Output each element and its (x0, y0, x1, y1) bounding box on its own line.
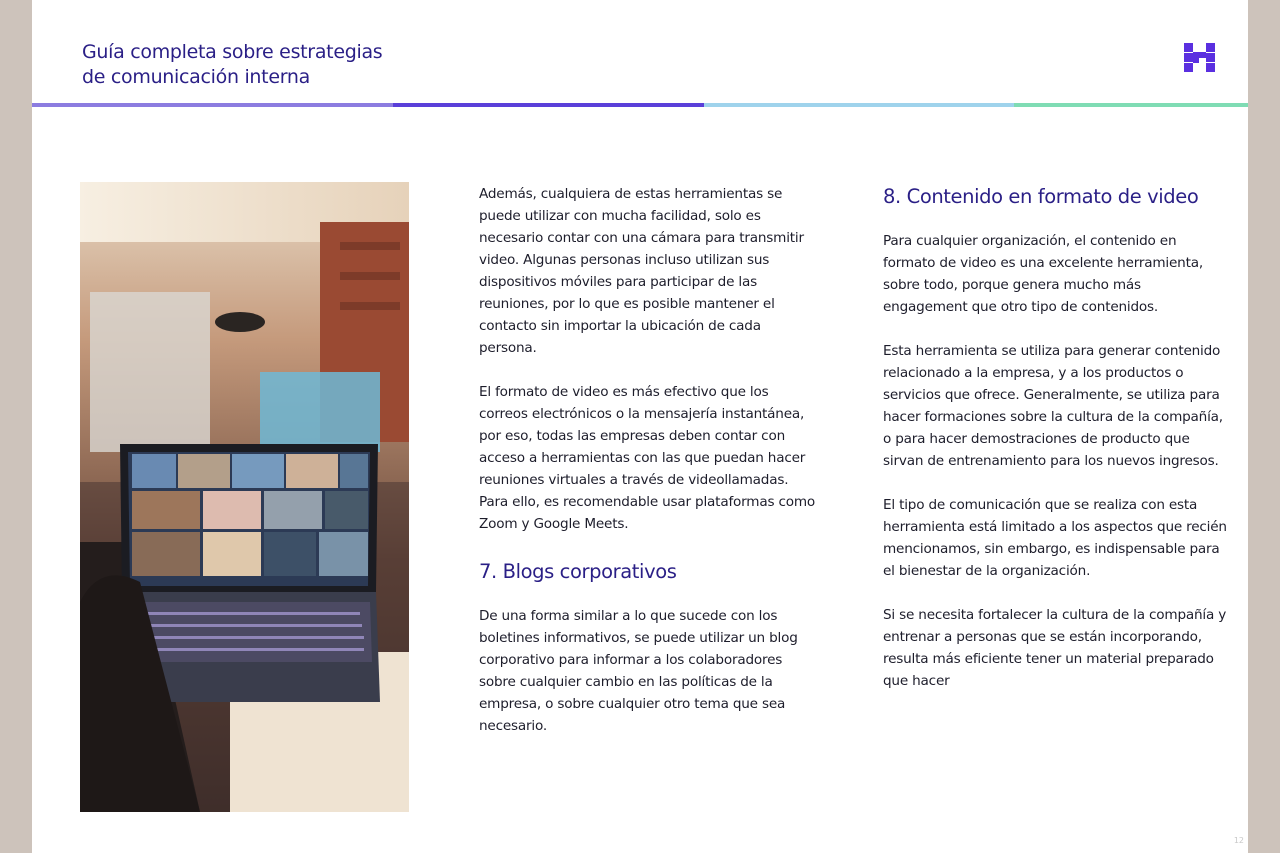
paragraph: Además, cualquiera de estas herramientas se puede utilizar con mucha facilidad, solo es necesario contar con una cámara para transmitir video. Algunas personas incluso utilizan sus dispositivos móviles para participar de las reuniones, por lo que es posible mantener el contacto sin importar la ubicación de cada persona. (479, 186, 804, 356)
paragraph: Si se necesita fortalecer la cultura de la compañía y entrenar a personas que se están incorporando, resulta más eficiente tener un material preparado que hacer (883, 607, 1227, 689)
header-divider (32, 103, 1248, 107)
paragraph: El tipo de comunicación que se realiza con esta herramienta está limitado a los aspectos que recién mencionamos, sin embargo, es indispensable para el bienestar de la organización. (883, 497, 1227, 579)
divider-segment-sky (704, 103, 1014, 107)
paragraph: De una forma similar a lo que sucede con los boletines informativos, se puede utilizar un blog corporativo para informar a los colaboradores sobre cualquier cambio en las políticas de la empresa, o sobre cualquier otro tema que sea necesario. (479, 608, 798, 734)
right-text-column (883, 183, 1228, 714)
divider-segment-mint (1014, 103, 1248, 107)
divider-segment-lavender (32, 103, 393, 107)
paragraph: El formato de video es más efectivo que los correos electrónicos o la mensajería instantánea, por eso, todas las empresas deben contar con acceso a herramientas con las que puedan hacer reuniones virtuales a través de videollamadas. Para ello, es recomendable usar plataformas como Zoom y Google Meets. (479, 384, 816, 532)
page-number: 12 (1233, 836, 1244, 845)
divider-segment-violet (393, 103, 704, 107)
paragraph: Para cualquier organización, el contenido en formato de video es una excelente herramienta, sobre todo, porque genera mucho más engagement que otro tipo de contenidos. (883, 233, 1203, 315)
left-text-column (479, 183, 819, 759)
title-line-1: Guía completa sobre estrategias (82, 41, 383, 63)
title-line-2: de comunicación interna (82, 66, 310, 88)
document-page (32, 0, 1248, 853)
section-heading-7: 7. Blogs corporativos (479, 560, 677, 583)
video-call-photo (80, 182, 409, 812)
brand-logo-icon (1184, 43, 1215, 72)
paragraph: Esta herramienta se utiliza para generar contenido relacionado a la empresa, y a los productos o servicios que ofrece. Generalmente, se utiliza para hacer formaciones sobre la cultura de la compañía, o para hacer demostraciones de producto que sirvan de entrenamiento para los nuevos ingresos. (883, 343, 1223, 469)
section-heading-8: 8. Contenido en formato de video (883, 185, 1199, 208)
document-title (82, 40, 502, 90)
